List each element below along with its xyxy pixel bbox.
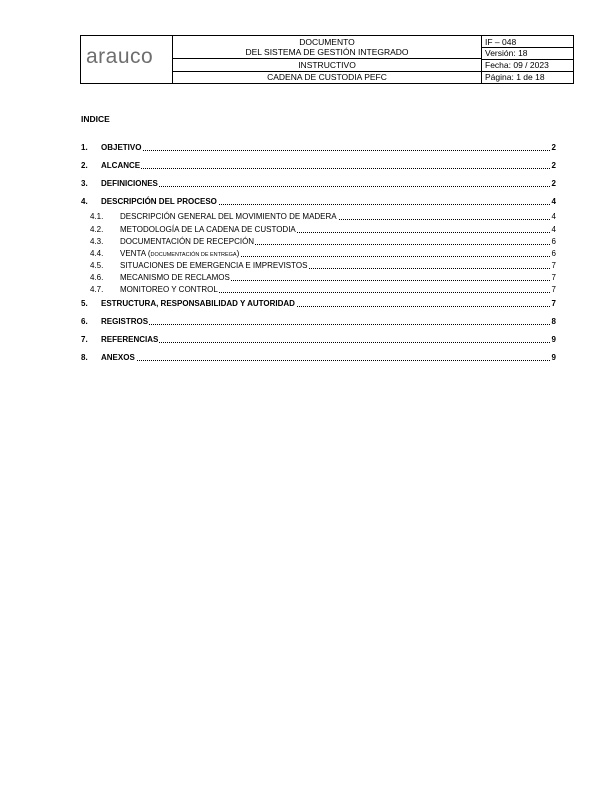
toc-entry-label-text: ALCANCE [101,161,141,170]
toc-entry-label [120,212,338,222]
toc-entry-number: 1. [81,143,88,152]
toc-entry-label-text: SITUACIONES DE EMERGENCIA E IMPREVISTOS [120,261,308,270]
toc-entry-label-end: ) [236,249,240,258]
toc-entry-label-text: VENTA ( [120,249,151,258]
toc-entry[interactable] [81,237,556,247]
toc-entry-label [101,179,159,189]
toc-leader-dots [101,150,550,151]
toc-entry-page: 4 [551,225,556,234]
toc-entry-number: 7. [81,335,88,344]
toc-leader-dots [101,342,550,343]
toc-leader-dots [101,360,550,361]
doc-date: Fecha: 09 / 2023 [485,60,549,70]
toc-entry-page: 8 [551,317,556,326]
arauco-logo: arauco [86,45,154,68]
toc-entry-label [101,161,141,171]
divider [173,58,481,59]
index-title: INDICE [81,114,110,124]
toc-entry-label [101,197,218,207]
toc-entry[interactable] [81,285,556,295]
toc-entry-label-text: DOCUMENTACIÓN DE RECEPCIÓN [120,237,255,246]
toc-entry-label [120,249,240,260]
toc-entry-number: 3. [81,179,88,188]
toc-entry-number: 4.6. [90,273,104,282]
toc-entry-label [101,299,296,309]
toc-entry-label [120,285,219,295]
toc-entry-label [101,335,159,345]
toc-entry-label [120,225,297,235]
toc-entry-page: 7 [551,285,556,294]
toc-entry-label-text: MONITOREO Y CONTROL [120,285,218,294]
toc-entry-number: 4.5. [90,261,104,270]
toc-entry-page: 7 [551,261,556,270]
toc-leader-dots [101,168,550,169]
toc-entry-label-text: OBJETIVO [101,143,142,152]
doc-title: CADENA DE CUSTODIA PEFC [267,72,387,82]
toc-entry[interactable] [81,225,556,235]
toc-entry-page: 9 [551,353,556,362]
toc-entry-number: 4.2. [90,225,104,234]
doc-line-1: DOCUMENTO [299,37,355,47]
toc-entry-label-text: METODOLOGÍA DE LA CADENA DE CUSTODIA [120,225,296,234]
toc-entry-number: 4.3. [90,237,104,246]
toc-entry-number: 4.4. [90,249,104,258]
toc-entry-number: 6. [81,317,88,326]
toc-entry-label-text: REFERENCIAS [101,335,159,344]
toc-entry-label-text: ANEXOS [101,353,135,362]
toc-entry-label-text: DESCRIPCIÓN DEL PROCESO [101,197,217,206]
toc-entry-label-text: REGISTROS [101,317,149,326]
toc-entry-label [120,273,231,283]
toc-entry-number: 5. [81,299,88,308]
toc-entry-page: 2 [551,179,556,188]
toc-entry-label [120,237,255,247]
toc-entry[interactable] [81,273,556,283]
toc-entry-page: 4 [551,197,556,206]
document-header-table [80,35,574,84]
toc-entry-label-text: DEFINICIONES [101,179,158,188]
toc-entry-page: 7 [551,273,556,282]
toc-entry-label [101,317,149,327]
toc-entry-page: 6 [551,237,556,246]
logo-cell [81,36,173,83]
toc-entry-page: 2 [551,143,556,152]
toc-entry-label [101,143,142,153]
toc-entry-number: 2. [81,161,88,170]
toc-entry-page: 2 [551,161,556,170]
toc-entry-label [101,353,136,363]
toc-entry-label-text: ESTRUCTURA, RESPONSABILIDAD Y AUTORIDAD [101,299,295,308]
toc-entry-number: 4. [81,197,88,206]
doc-version: Versión: 18 [485,48,528,58]
toc-entry-label-text: DESCRIPCIÓN GENERAL DEL MOVIMIENTO DE MADERA [120,212,337,221]
toc-entry[interactable] [81,335,556,345]
toc-leader-dots [101,186,550,187]
toc-entry-label-text: MECANISMO DE RECLAMOS [120,273,230,282]
doc-code: IF – 048 [485,37,517,47]
toc-entry-label [120,261,308,271]
toc-entry-page: 7 [551,299,556,308]
toc-entry-label-smallcaps: DOCUMENTACIÓN DE ENTREGA [150,252,237,258]
doc-line-2: DEL SISTEMA DE GESTIÓN INTEGRADO [245,47,409,57]
toc-leader-dots [101,324,550,325]
toc-entry[interactable] [81,261,556,271]
toc-entry[interactable] [81,249,556,259]
toc-entry-page: 9 [551,335,556,344]
doc-page-number: Página: 1 de 18 [485,72,545,82]
toc-entry[interactable] [81,143,556,153]
toc-entry-number: 4.7. [90,285,104,294]
toc-entry[interactable] [81,197,556,207]
toc-entry-page: 6 [551,249,556,258]
toc-entry-page: 4 [551,212,556,221]
header-meta-block [481,36,574,83]
toc-entry[interactable] [81,317,556,327]
toc-entry[interactable] [81,299,556,309]
toc-entry[interactable] [81,179,556,189]
toc-entry[interactable] [81,212,556,222]
toc-entry[interactable] [81,353,556,363]
toc-entry[interactable] [81,161,556,171]
toc-entry-number: 8. [81,353,88,362]
toc-entry-number: 4.1. [90,212,104,221]
doc-type: INSTRUCTIVO [298,60,356,70]
